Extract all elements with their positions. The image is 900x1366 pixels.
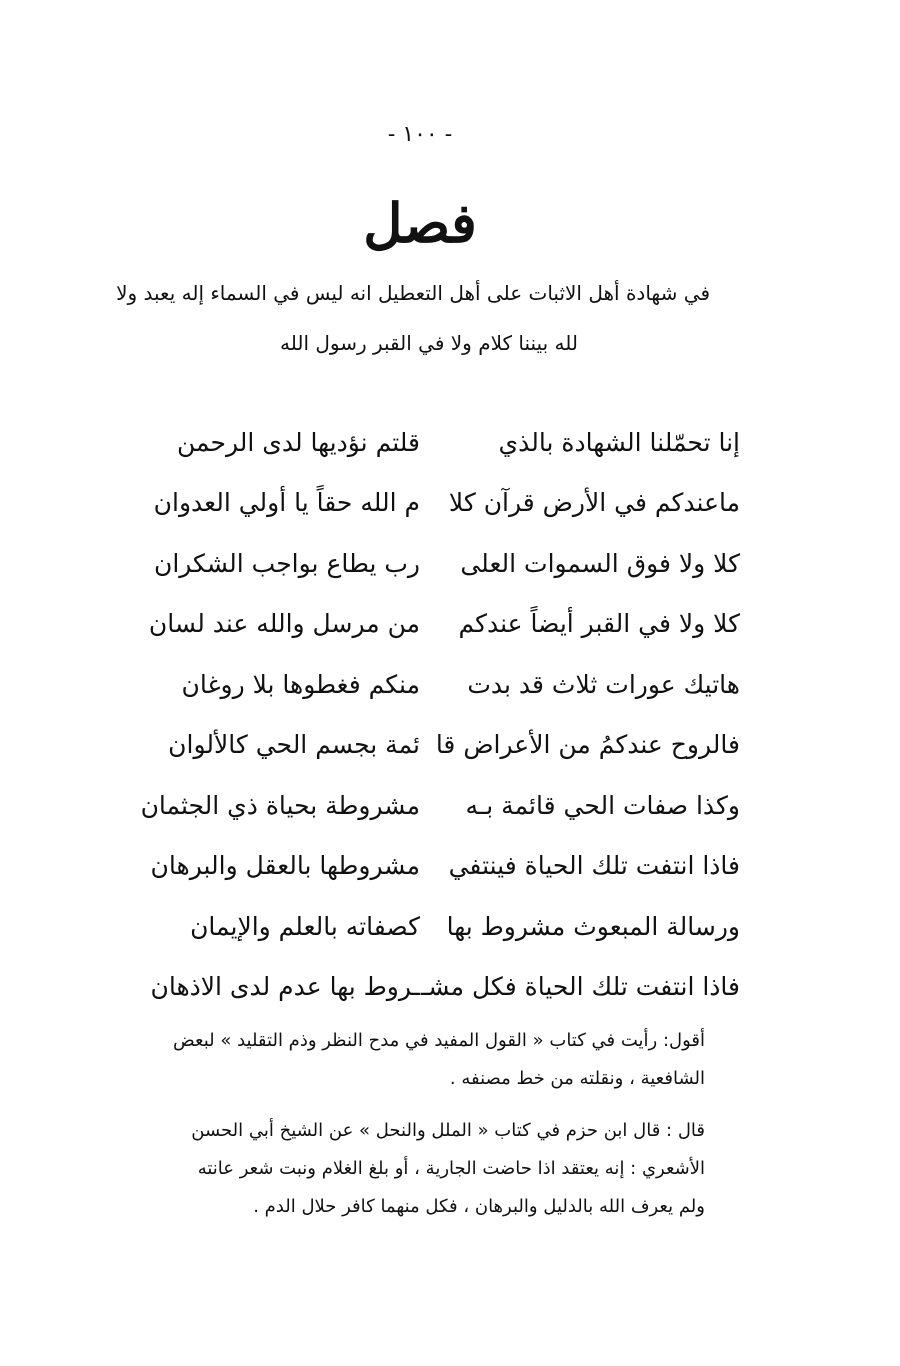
verse: [120, 715, 740, 776]
subtitle-line-2: لله بيننا كلام ولا في القبر رسول الله: [280, 331, 578, 355]
verse-first-hemistich: فالروح عندكمُ من الأعراض قا: [435, 730, 740, 760]
verse: [120, 836, 740, 897]
verse-second-hemistich: مشروطها بالعقل والبرهان: [150, 851, 420, 881]
verse: [120, 412, 740, 473]
verse-first-hemistich: إنا تحمّلنا الشهادة بالذي: [498, 427, 740, 457]
note-line: أقول: رأيت في كتاب « القول المفيد في مدح النظر وذم التقليد » لبعض: [172, 1030, 705, 1051]
verse-first-hemistich: ماعندكم في الأرض قرآن كلا: [448, 488, 740, 518]
verse: [120, 896, 740, 957]
note-line: الشافعية ، ونقلته من خط مصنفه .: [449, 1068, 705, 1089]
verse: [120, 654, 740, 715]
verse-first-hemistich: هاتيك عورات ثلاث قد بدت: [467, 669, 740, 699]
verse-second-hemistich: قلتم نؤديها لدى الرحمن: [177, 427, 420, 457]
verse: [120, 473, 740, 534]
verse-first-hemistich: فاذا انتفت تلك الحياة فينتفي: [448, 851, 740, 881]
poem: [120, 412, 740, 1017]
section-subtitle: [90, 268, 710, 368]
verse: [120, 594, 740, 655]
verse-second-hemistich: مشروطة بحياة ذي الجثمان: [140, 790, 420, 820]
page-number: - ١٠٠ -: [387, 122, 453, 147]
note-line: ولم يعرف الله بالدليل والبرهان ، فكل منهما كافر حلال الدم .: [253, 1196, 705, 1217]
verse-second-hemistich: كصفاته بالعلم والإيمان: [190, 911, 420, 941]
verse: [120, 957, 740, 1018]
verse-first-hemistich: فاذا انتفت تلك الحياة فكل مشـ: [421, 972, 740, 1002]
verse-second-hemistich: من مرسل والله عند لسان: [148, 609, 420, 639]
footnotes: [75, 1022, 705, 1226]
verse-second-hemistich: ئمة بجسم الحي كالألوان: [168, 730, 420, 760]
verse-first-hemistich: ورسالة المبعوث مشروط بها: [446, 911, 740, 941]
section-title: فصل: [363, 191, 477, 255]
verse-second-hemistich: رب يطاع بواجب الشكران: [153, 548, 420, 578]
verse-first-hemistich: كلا ولا فوق السموات العلى: [460, 548, 740, 578]
verse: [120, 775, 740, 836]
verse-first-hemistich: كلا ولا في القبر أيضاً عندكم: [458, 609, 740, 639]
verse-second-hemistich: منكم فغطوها بلا روغان: [181, 669, 420, 699]
note-line: قال : قال ابن حزم في كتاب « الملل والنحل » عن الشيخ أبي الحسن: [191, 1120, 705, 1141]
verse: [120, 533, 740, 594]
verse-first-hemistich: وكذا صفات الحي قائمة بـه: [465, 790, 740, 820]
verse-second-hemistich: ـروط بها عدم لدى الاذهان: [150, 972, 420, 1002]
subtitle-line-1: في شهادة أهل الاثبات على أهل التعطيل انه ليس في السماء إله يعبد ولا: [116, 281, 710, 305]
verse-second-hemistich: م الله حقاً يا أولي العدوان: [153, 488, 420, 518]
note-line: الأشعري : إنه يعتقد اذا حاضت الجارية ، أو بلغ الغلام ونبت شعر عانته: [197, 1158, 705, 1179]
